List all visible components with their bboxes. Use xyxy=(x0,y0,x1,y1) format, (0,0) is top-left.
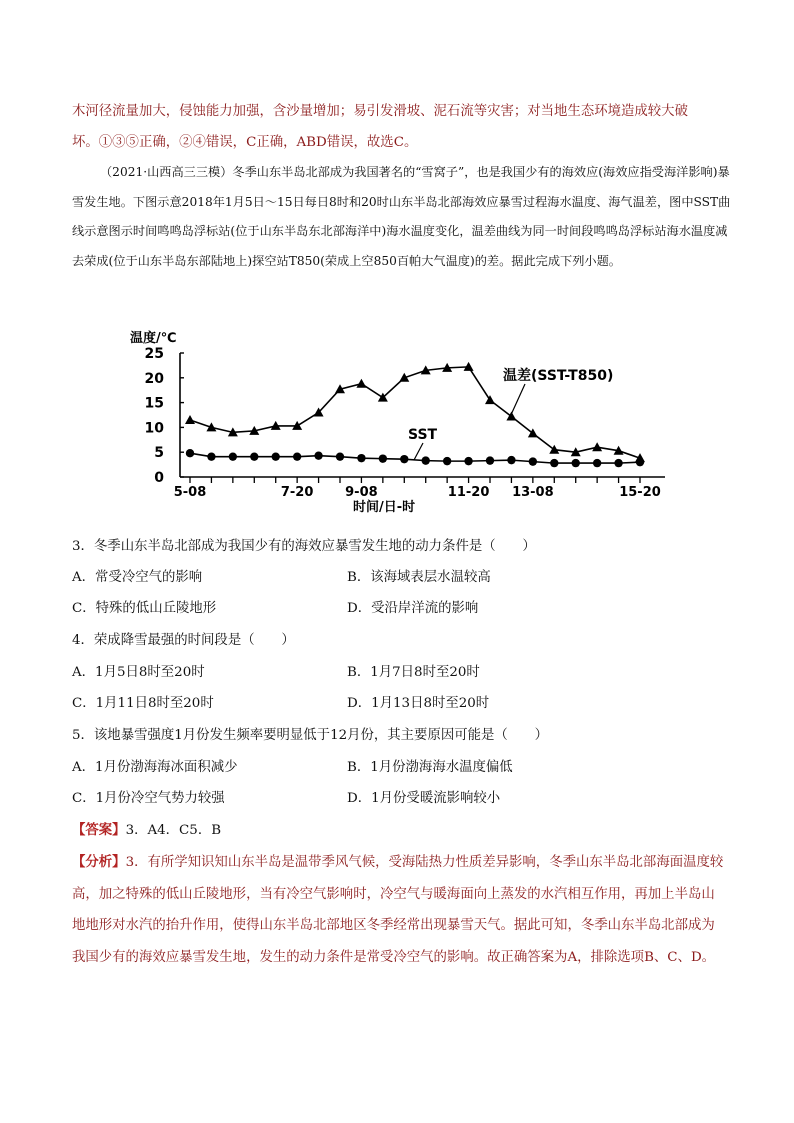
previous-answer-line-2: 坏。①③⑤正确，②④错误，C正确，ABD错误，故选C。 xyxy=(72,135,418,150)
sst-data-point xyxy=(422,456,430,464)
sst-data-point xyxy=(464,457,472,465)
diff-label-pointer xyxy=(510,384,525,417)
sst-data-point xyxy=(314,451,322,459)
sst-data-point xyxy=(250,452,258,460)
question-intro xyxy=(72,158,732,276)
question-3-option-a[interactable]: A．常受冷空气的影响 xyxy=(72,570,203,585)
sst-data-point xyxy=(357,454,365,462)
question-5-option-d[interactable]: D．1月份受暖流影响较小 xyxy=(347,791,501,806)
x-tick-label: 15-20 xyxy=(619,485,661,500)
question-4-option-b[interactable]: B．1月7日8时至20时 xyxy=(347,665,480,680)
sst-data-point xyxy=(443,457,451,465)
sst-data-point xyxy=(550,459,558,467)
sst-data-point xyxy=(379,454,387,462)
sst-data-point xyxy=(614,459,622,467)
sst-series-label: SST xyxy=(408,427,438,443)
answer-tag: 【答案】 xyxy=(72,822,126,838)
question-5-option-c[interactable]: C．1月份冷空气势力较强 xyxy=(72,791,225,806)
sst-data-point xyxy=(593,459,601,467)
x-tick-label: 9-08 xyxy=(345,485,378,500)
analysis-paragraph xyxy=(72,847,728,973)
analysis-text: 3．有所学知识知山东半岛是温带季风气候，受海陆热力性质差异影响，冬季山东半岛北部海面温度较高，加之特殊的低山丘陵地形，当有冷空气影响时，冷空气与暖海面向上蒸发的水汽相互作用，再加上半岛山地地形对水汽的抬升作用，使得山东半岛北部地区冬季经常出现暴雪天气。据此可知，冬季山东半岛北部成为我国少有的海效应暴雪发生地，发生的动力条件是常受冷空气的影响。故正确答案为A，排除选项B、C、D。 xyxy=(72,855,724,965)
y-tick-label: 15 xyxy=(144,395,164,412)
sst-data-point xyxy=(486,456,494,464)
question-3-stem: 3．冬季山东半岛北部成为我国少有的海效应暴雪发生地的动力条件是（ ） xyxy=(72,539,536,554)
answer-text: 3．A4．C5．B xyxy=(125,823,222,838)
temperature-chart xyxy=(125,322,675,522)
sst-data-point xyxy=(207,452,215,460)
x-tick-label: 5-08 xyxy=(173,485,207,500)
question-5-option-a[interactable]: A．1月份渤海海冰面积减少 xyxy=(72,760,238,775)
diff-data-point xyxy=(485,395,495,404)
sst-data-point xyxy=(229,452,237,460)
diff-series-label: 温差(SST-T850) xyxy=(503,368,614,384)
diff-data-point xyxy=(592,442,602,451)
x-tick-label: 11-20 xyxy=(447,485,490,500)
question-source: （2021·山西高三三模） xyxy=(100,165,233,179)
question-4-stem: 4．荣成降雪最强的时间段是（ ） xyxy=(72,633,295,648)
previous-answer-line-1: 木河径流量加大，侵蚀能力加强，含沙量增加；易引发滑坡、泥石流等灾害；对当地生态环境造成较大破 xyxy=(72,104,688,119)
sst-data-point xyxy=(507,456,515,464)
y-tick-label: 20 xyxy=(144,370,164,387)
sst-data-point xyxy=(272,452,280,460)
sst-data-point xyxy=(636,458,644,466)
y-tick-label: 0 xyxy=(154,470,164,486)
y-tick-label: 25 xyxy=(144,346,164,362)
question-4-option-c[interactable]: C．1月11日8时至20时 xyxy=(72,696,214,711)
question-3-option-d[interactable]: D．受沿岸洋流的影响 xyxy=(347,601,479,616)
question-3-option-b[interactable]: B．该海域表层水温较高 xyxy=(347,570,491,585)
question-5-option-b[interactable]: B．1月份渤海海水温度偏低 xyxy=(347,760,513,775)
y-tick-label: 10 xyxy=(144,420,164,437)
analysis-tag: 【分析】 xyxy=(72,854,126,870)
sst-data-point xyxy=(293,452,301,460)
sst-label-pointer xyxy=(414,443,423,460)
y-tick-label: 5 xyxy=(154,445,164,462)
x-tick-label: 13-08 xyxy=(512,485,554,500)
question-4-option-a[interactable]: A．1月5日8时至20时 xyxy=(72,665,205,680)
question-3-option-c[interactable]: C．特殊的低山丘陵地形 xyxy=(72,601,217,616)
diff-data-point xyxy=(185,415,195,424)
question-5-stem: 5．该地暴雪强度1月份发生频率要明显低于12月份，其主要原因可能是（ ） xyxy=(72,728,548,743)
sst-data-point xyxy=(400,455,408,463)
x-axis-label: 时间/日-时 xyxy=(353,500,416,515)
diff-data-point xyxy=(356,379,366,388)
sst-data-point xyxy=(572,459,580,467)
intro-text: 冬季山东半岛北部成为我国著名的“雪窝子”，也是我国少有的海效应(海效应指受海洋影响)暴雪发生地。下图示意2018年1月5日～15日每日8时和20时山东半岛北部海效应暴雪过程海水温度、海气温差，图中SST曲线示意图示时间鸣鸣岛浮标站(位于山东半岛东北部海洋中)海水温度变化，温差曲线为同一时间段鸣鸣岛浮标站海水温度减去荣成(位于山东半岛东部陆地上)探空站T850(荣成上空850百帕大气温度)的差。据此完成下列小题。 xyxy=(72,165,731,268)
question-4-option-d[interactable]: D．1月13日8时至20时 xyxy=(347,696,490,711)
y-axis-label: 温度/℃ xyxy=(130,331,177,346)
answer-line xyxy=(72,820,221,841)
sst-data-point xyxy=(529,457,537,465)
sst-data-point xyxy=(336,452,344,460)
sst-data-point xyxy=(186,449,194,457)
x-tick-label: 7-20 xyxy=(280,485,314,500)
